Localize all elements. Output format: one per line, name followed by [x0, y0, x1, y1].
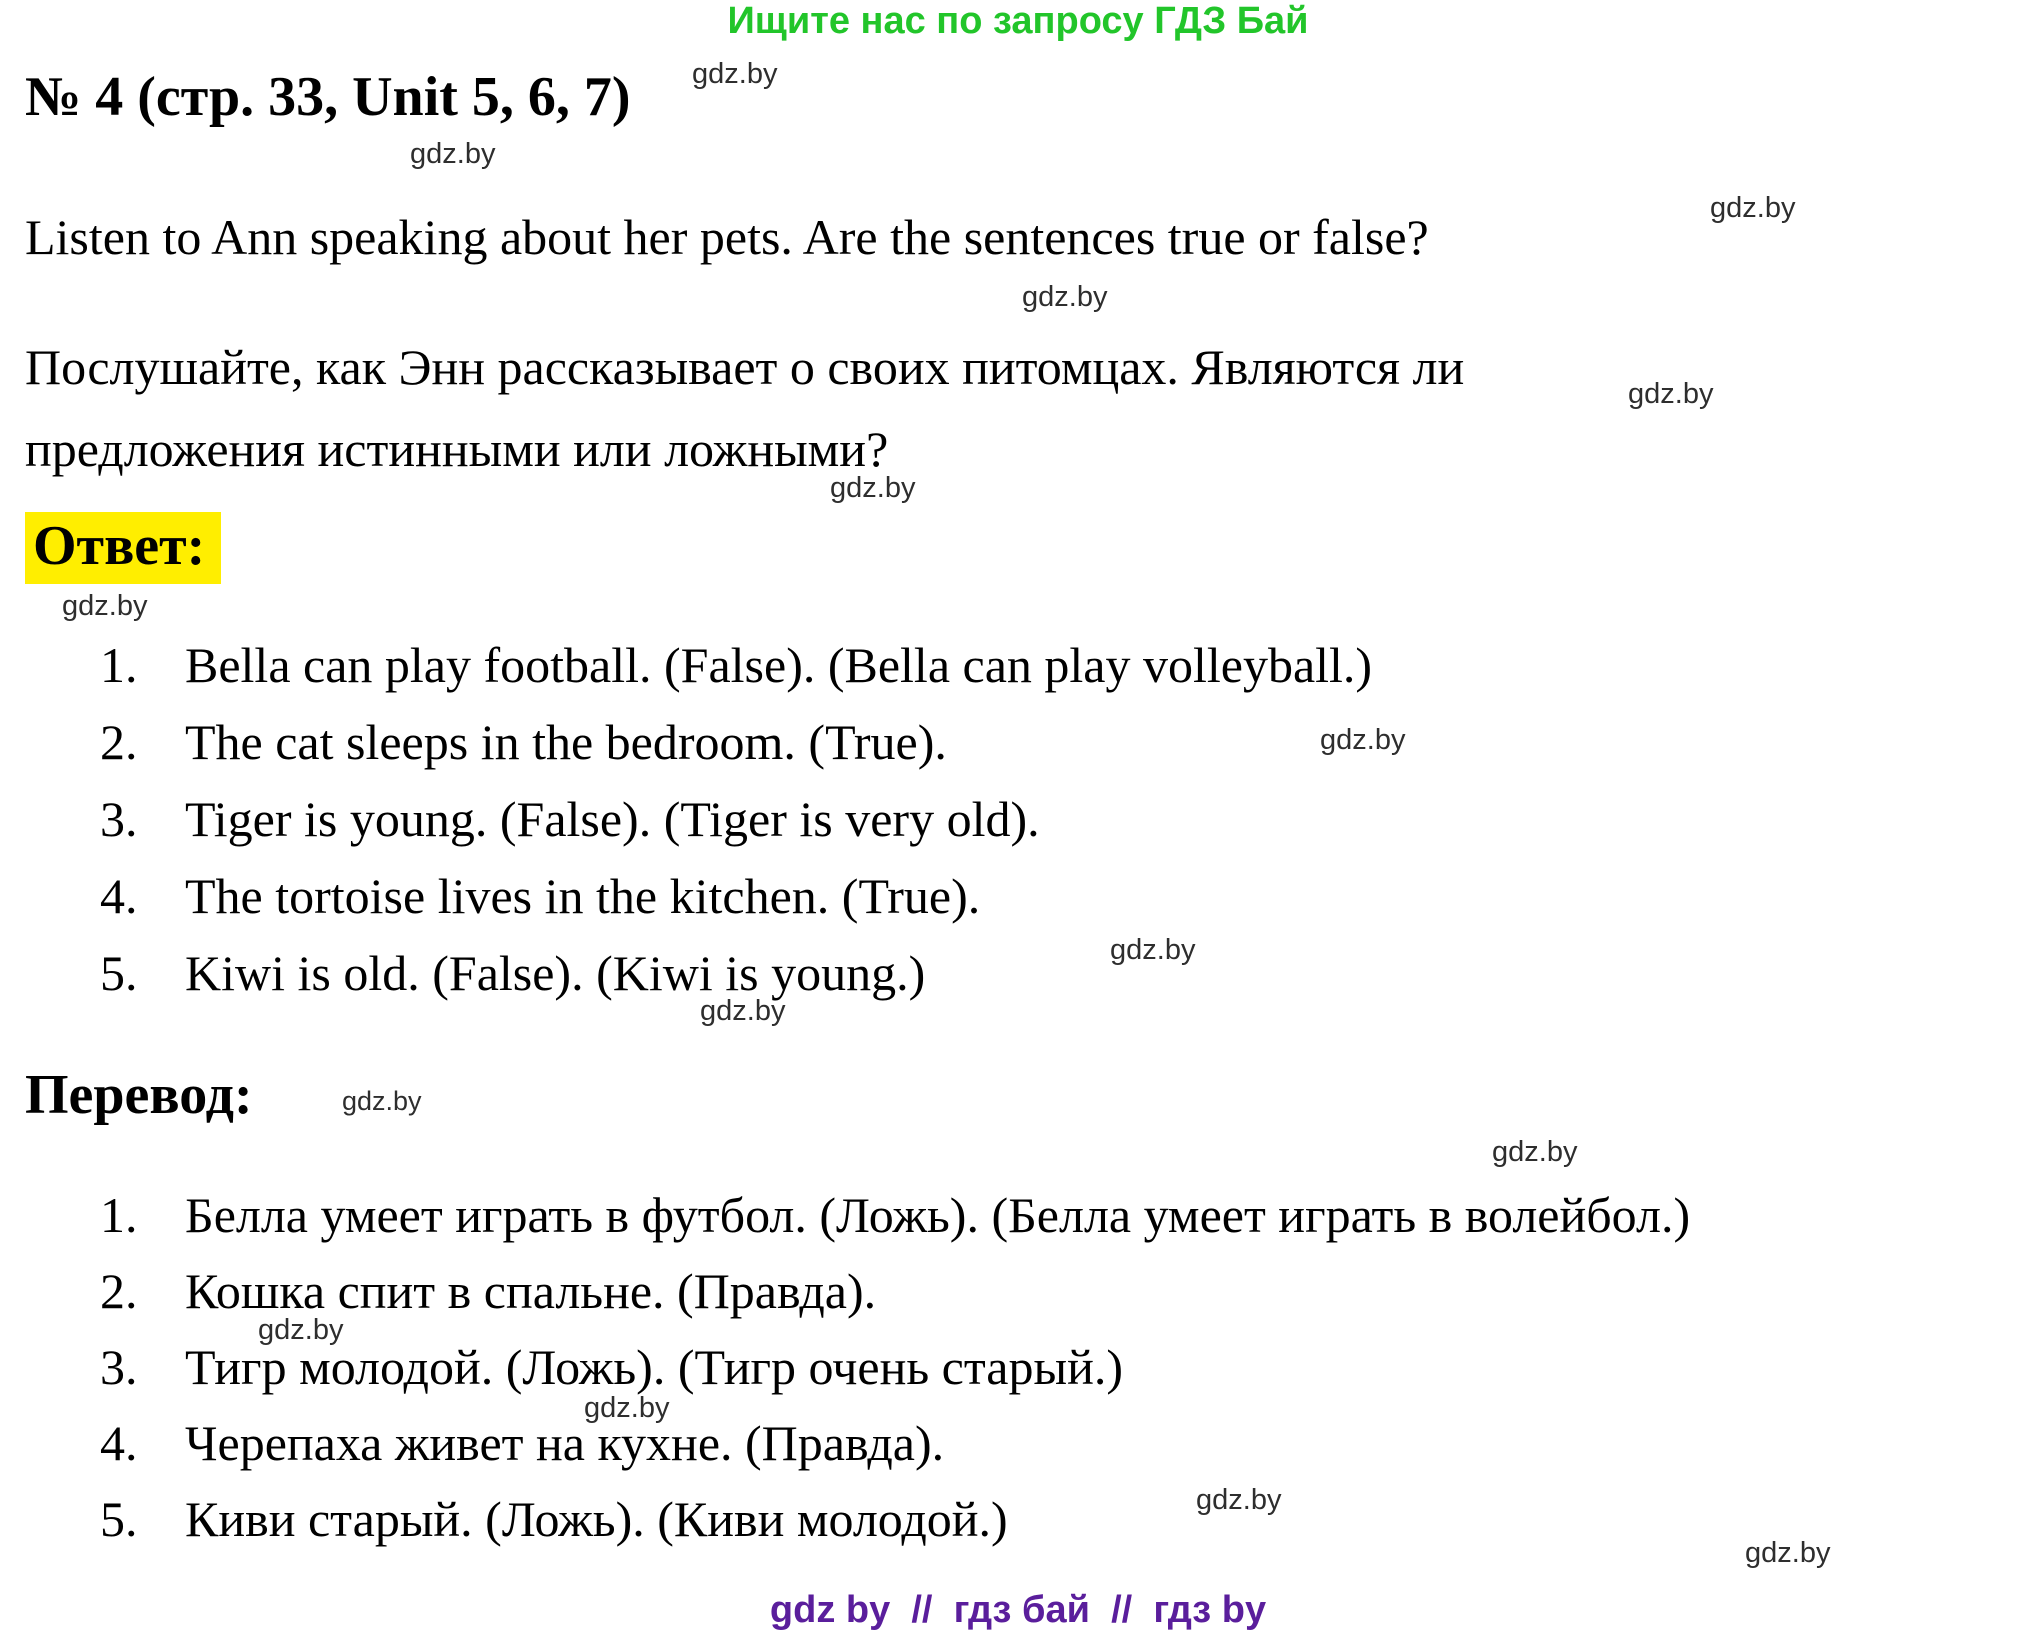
gdz-watermark: gdz.by	[1110, 934, 1196, 966]
translation-item-text: Тигр молодой. (Ложь). (Тигр очень старый.)	[185, 1339, 1123, 1395]
instruction-russian	[25, 326, 1464, 490]
answer-item	[100, 627, 1372, 704]
translation-item-number: 2.	[100, 1263, 138, 1319]
translation-item-text: Белла умеет играть в футбол. (Ложь). (Белла умеет играть в волейбол.)	[185, 1187, 1691, 1243]
translation-item	[100, 1177, 1690, 1253]
answer-heading-highlight: Ответ:	[25, 512, 221, 584]
gdz-watermark: gdz.by	[258, 1314, 344, 1346]
translation-item-text: Кошка спит в спальне. (Правда).	[185, 1263, 877, 1319]
answer-item	[100, 704, 1372, 781]
answer-item-number: 5.	[100, 945, 138, 1001]
answer-item-text: Kiwi is old. (False). (Kiwi is young.)	[185, 945, 926, 1001]
gdz-watermark: gdz.by	[410, 138, 496, 170]
answer-item-text: Tiger is young. (False). (Tiger is very old).	[185, 791, 1040, 847]
translation-item	[100, 1481, 1690, 1557]
translation-heading: Перевод:	[25, 1064, 253, 1126]
gdz-watermark: gdz.by	[1628, 378, 1714, 410]
gdz-watermark: gdz.by	[62, 590, 148, 622]
answer-item-text: The tortoise lives in the kitchen. (True).	[185, 868, 981, 924]
footer-sites: gdz by // гдз бай // гдз by	[769, 1589, 1267, 1631]
answer-item-number: 2.	[100, 714, 138, 770]
translation-list	[100, 1177, 1690, 1557]
answer-item-text: Bella can play football. (False). (Bella can play volleyball.)	[185, 637, 1373, 693]
answer-item-number: 1.	[100, 637, 138, 693]
gdz-watermark: gdz.by	[1745, 1537, 1831, 1569]
translation-item-number: 5.	[100, 1491, 138, 1547]
answer-heading	[25, 512, 221, 584]
translation-item-number: 4.	[100, 1415, 138, 1471]
gdz-watermark: gdz.by	[342, 1086, 422, 1116]
gdz-watermark: gdz.by	[1196, 1484, 1282, 1516]
translation-item-text: Киви старый. (Ложь). (Киви молодой.)	[185, 1491, 1008, 1547]
answer-item-text: The cat sleeps in the bedroom. (True).	[185, 714, 947, 770]
instruction-russian-line1: Послушайте, как Энн рассказывает о своих питомцах. Являются ли	[25, 339, 1465, 395]
translation-item-text: Черепаха живет на кухне. (Правда).	[185, 1415, 945, 1471]
gdz-watermark: gdz.by	[1710, 192, 1796, 224]
gdz-watermark: gdz.by	[830, 472, 916, 504]
task-title: № 4 (стр. 33, Unit 5, 6, 7)	[25, 66, 631, 128]
promo-banner: Ищите нас по запросу ГДЗ Бай	[727, 0, 1309, 42]
instruction-english: Listen to Ann speaking about her pets. Are the sentences true or false?	[25, 209, 1429, 265]
gdz-watermark: gdz.by	[1492, 1136, 1578, 1168]
answer-item-number: 4.	[100, 868, 138, 924]
answer-item	[100, 858, 1372, 935]
gdz-watermark: gdz.by	[700, 995, 786, 1027]
gdz-watermark: gdz.by	[584, 1392, 670, 1424]
translation-item-number: 1.	[100, 1187, 138, 1243]
answer-item	[100, 781, 1372, 858]
gdz-watermark: gdz.by	[1320, 724, 1406, 756]
translation-item	[100, 1405, 1690, 1481]
answer-item-number: 3.	[100, 791, 138, 847]
gdz-watermark: gdz.by	[1022, 281, 1108, 313]
gdz-watermark: gdz.by	[692, 58, 778, 90]
instruction-russian-line2: предложения истинными или ложными?	[25, 421, 889, 477]
translation-item-number: 3.	[100, 1339, 138, 1395]
